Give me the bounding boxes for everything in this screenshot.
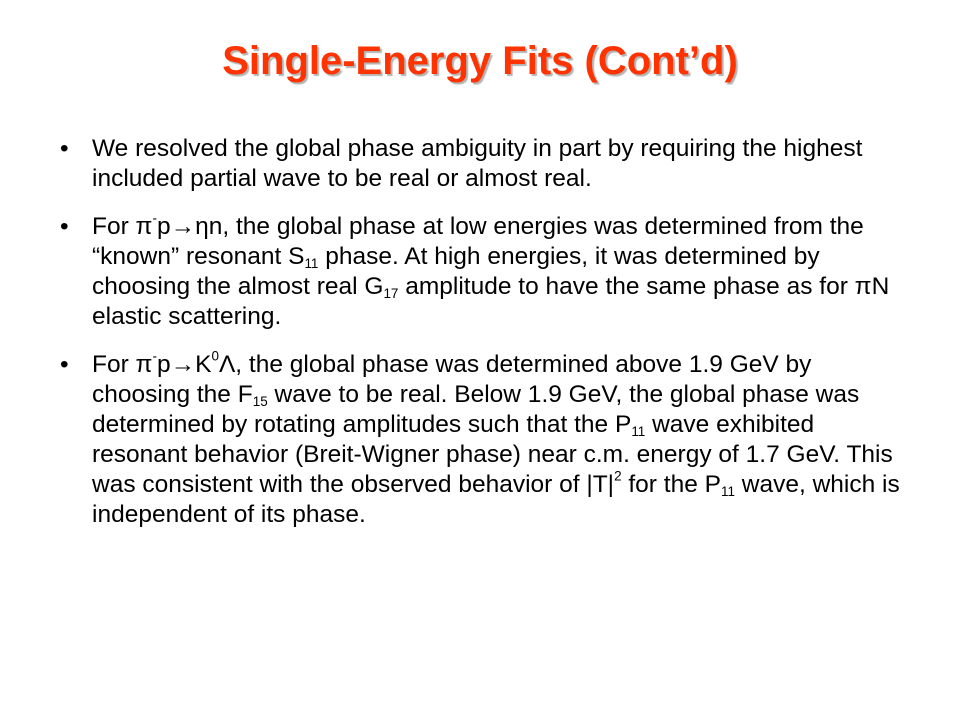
bullet-item-phase-ambiguity [60, 134, 910, 194]
bullet-icon: • [60, 351, 69, 378]
bullet-icon: • [60, 213, 69, 240]
slide-title: Single-Energy Fits (Cont’d) [222, 39, 738, 83]
bullet-icon: • [60, 135, 69, 162]
bullet-text: We resolved the global phase ambiguity in part by requiring the highest included partial wave to be real or almost real. [92, 135, 863, 192]
bullet-text: For π-p→ηn, the global phase at low energies was determined from the “known” resonant $S_{11}$ phase. At high energies, it was determined by choosing the almost real $G_{17}$ amplitude to have the same phase as for πN elastic scattering. [92, 210, 890, 330]
bullet-item-eta-n [60, 212, 910, 332]
bullet-list [60, 134, 910, 548]
bullet-item-k-lambda [60, 350, 910, 530]
bullet-text: For $\pi^-p\to K^0\Lambda$, the global phase was determined above 1.9 GeV by choosing the $F_{15}$ wave to be real. Below 1.9 GeV, the global phase was determined by rotating amplitudes such that the $P_{11}$ wave exhibited resonant behavior (Breit-Wigner phase) near c.m. energy of 1.7 GeV. This was consistent with the observed behavior of $|T|^2$ for the $P_{11}$ wave, which is independent of its phase. [92, 348, 900, 528]
